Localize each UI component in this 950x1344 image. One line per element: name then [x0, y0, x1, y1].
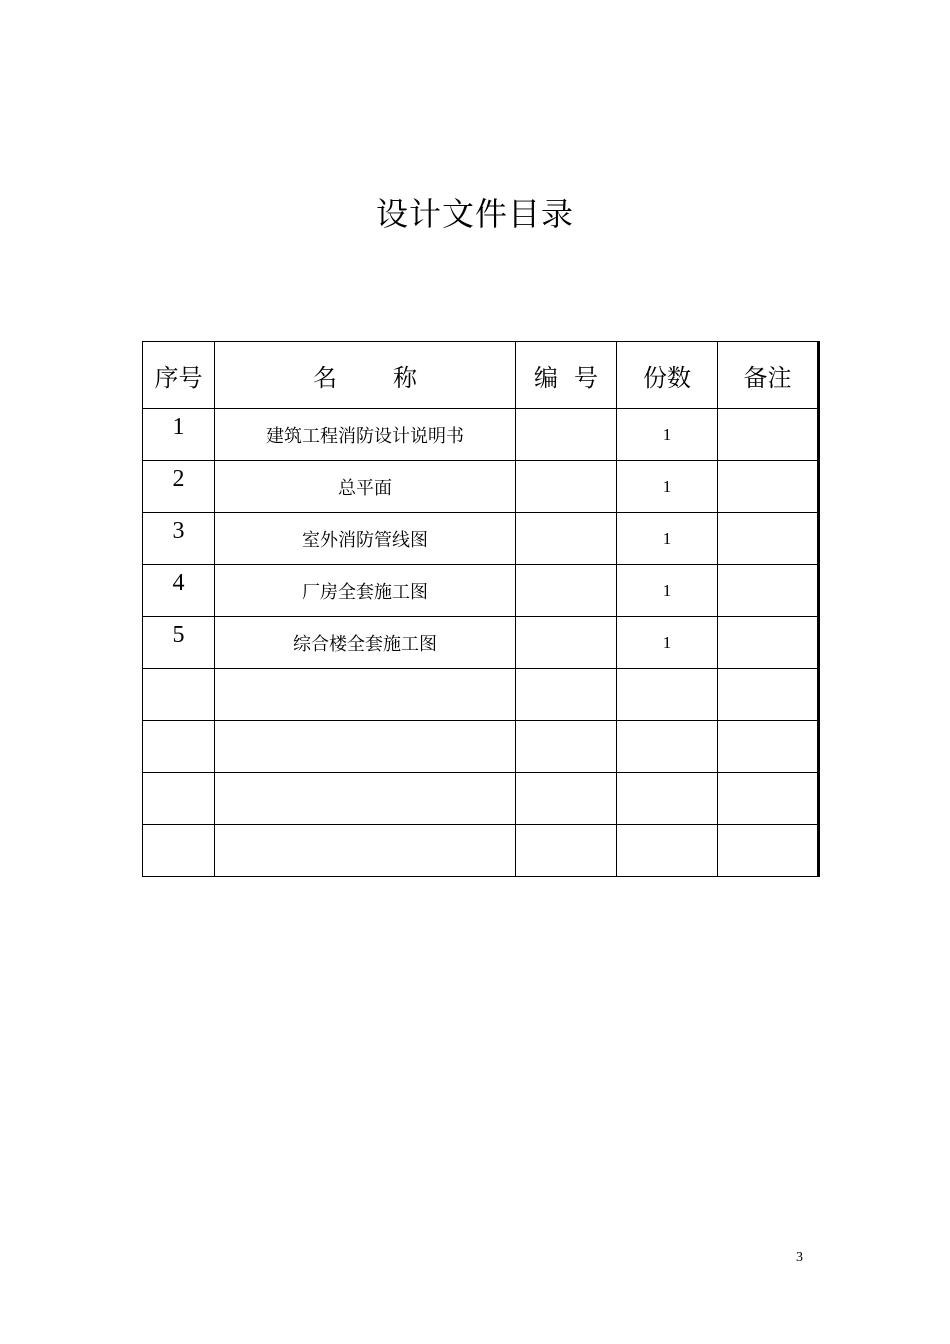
row-code: [516, 825, 617, 877]
header-code: [516, 342, 617, 409]
row-copies: [617, 669, 718, 721]
row-remark: [718, 669, 819, 721]
table-row: [143, 461, 819, 513]
row-seq: [143, 669, 215, 721]
header-code-part-1: 编: [534, 363, 558, 392]
row-remark: [718, 721, 819, 773]
row-remark: [718, 825, 819, 877]
row-copies: 1: [617, 461, 718, 513]
table-header-row: [143, 342, 819, 409]
row-name: [215, 773, 516, 825]
row-name: [215, 669, 516, 721]
header-code-part-2: 号: [574, 363, 598, 392]
table-row: [143, 409, 819, 461]
row-seq: 4: [143, 565, 215, 617]
table-row: [143, 721, 819, 773]
row-name: [215, 825, 516, 877]
row-seq: 2: [143, 461, 215, 513]
row-code: [516, 773, 617, 825]
row-remark: [718, 565, 819, 617]
row-code: [516, 721, 617, 773]
header-copies: 份数: [617, 342, 718, 409]
row-copies: 1: [617, 617, 718, 669]
header-remark: 备注: [718, 342, 819, 409]
row-seq: 5: [143, 617, 215, 669]
row-name: 建筑工程消防设计说明书: [215, 409, 516, 461]
row-copies: [617, 825, 718, 877]
row-code: [516, 565, 617, 617]
row-name: 总平面: [215, 461, 516, 513]
row-remark: [718, 617, 819, 669]
row-code: [516, 617, 617, 669]
row-code: [516, 409, 617, 461]
header-name-part-2: 称: [393, 363, 417, 392]
page-number: 3: [796, 1250, 803, 1265]
row-seq: 3: [143, 513, 215, 565]
table-row: [143, 513, 819, 565]
row-code: [516, 461, 617, 513]
row-seq: [143, 825, 215, 877]
page-title: 设计文件目录: [375, 195, 574, 233]
row-name: 综合楼全套施工图: [215, 617, 516, 669]
row-copies: 1: [617, 513, 718, 565]
row-remark: [718, 461, 819, 513]
row-copies: [617, 721, 718, 773]
toc-table: [142, 341, 820, 877]
row-name: 室外消防管线图: [215, 513, 516, 565]
header-seq: 序号: [143, 342, 215, 409]
row-name: 厂房全套施工图: [215, 565, 516, 617]
row-seq: [143, 773, 215, 825]
row-remark: [718, 513, 819, 565]
row-code: [516, 513, 617, 565]
table-row: [143, 617, 819, 669]
row-name: [215, 721, 516, 773]
row-seq: 1: [143, 409, 215, 461]
row-code: [516, 669, 617, 721]
row-copies: 1: [617, 409, 718, 461]
table-row: [143, 773, 819, 825]
row-copies: 1: [617, 565, 718, 617]
header-name: [215, 342, 516, 409]
header-name-part-1: 名: [313, 363, 337, 392]
table-row: [143, 825, 819, 877]
row-remark: [718, 773, 819, 825]
row-remark: [718, 409, 819, 461]
row-seq: [143, 721, 215, 773]
table-row: [143, 565, 819, 617]
row-copies: [617, 773, 718, 825]
table-row: [143, 669, 819, 721]
